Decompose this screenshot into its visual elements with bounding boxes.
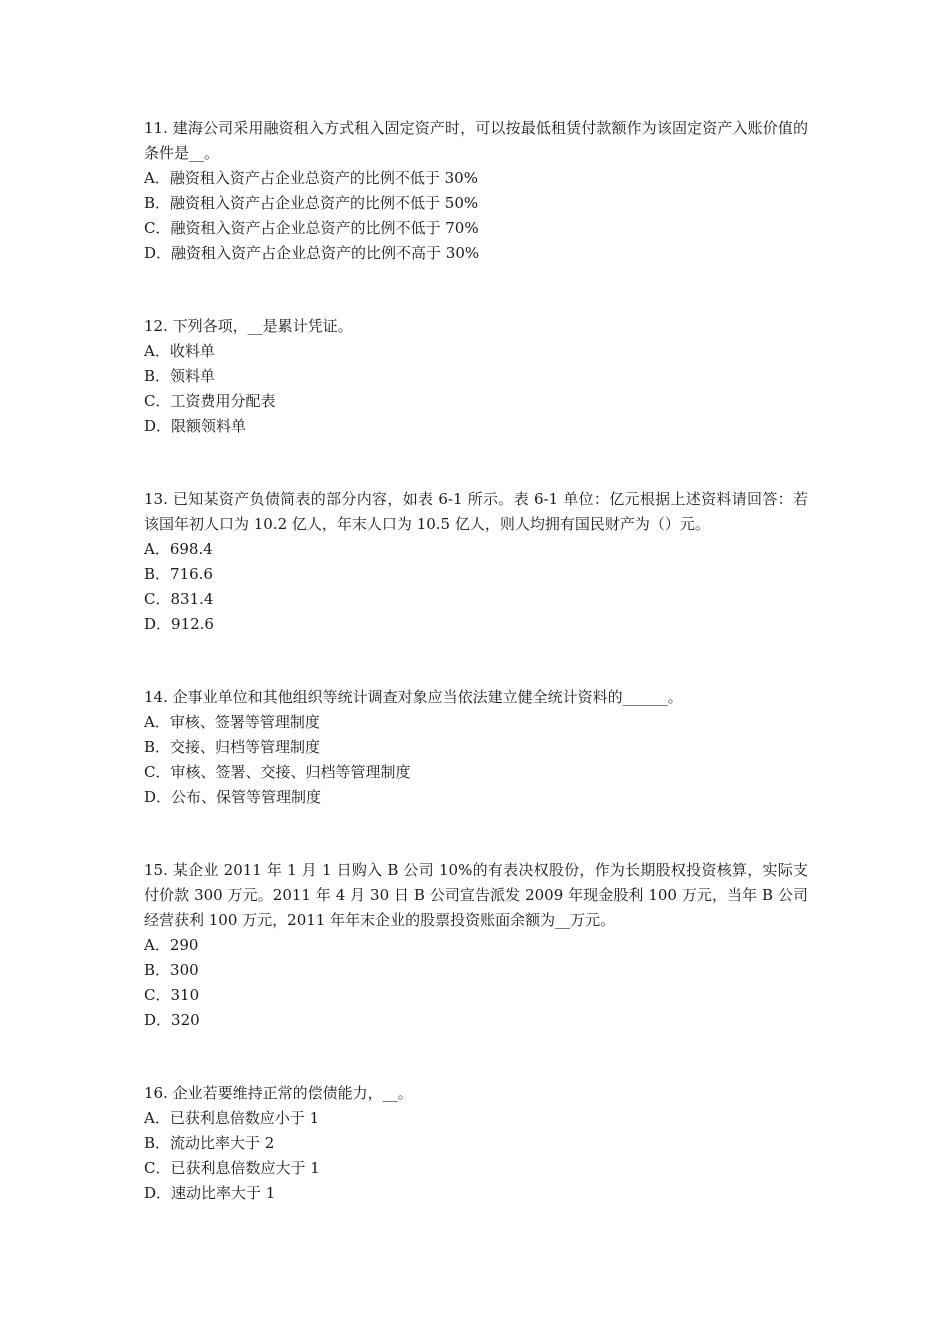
option-d: D．公布、保管等管理制度: [144, 788, 322, 806]
option-d: D．限额领料单: [144, 417, 247, 435]
question-12: [144, 314, 808, 439]
option-c: C．已获利息倍数应大于 1: [144, 1159, 320, 1177]
question-14: [144, 685, 808, 810]
option-a: A．融资租入资产占企业总资产的比例不低于 30%: [144, 169, 478, 187]
option-a: A．审核、签署等管理制度: [144, 713, 320, 731]
option-c: C．工资费用分配表: [144, 392, 276, 410]
option-a: A．已获利息倍数应小于 1: [144, 1109, 320, 1127]
option-c: C．审核、签署、交接、归档等管理制度: [144, 763, 411, 781]
option-b: B．领料单: [144, 367, 216, 385]
option-d: D．融资租入资产占企业总资产的比例不高于 30%: [144, 244, 480, 262]
question-stem: 16. 企业若要维持正常的偿债能力，__。: [144, 1084, 413, 1102]
option-d: D．912.6: [144, 615, 214, 633]
question-15: [144, 858, 808, 1033]
option-a: A．收料单: [144, 342, 215, 360]
option-c: C．831.4: [144, 590, 214, 608]
option-b: B．716.6: [144, 565, 213, 583]
option-a: A．698.4: [144, 540, 213, 558]
option-b: B．300: [144, 961, 199, 979]
question-stem: 14. 企事业单位和其他组织等统计调查对象应当依法建立健全统计资料的______。: [144, 688, 683, 706]
question-11: [144, 116, 808, 266]
option-b: B．交接、归档等管理制度: [144, 738, 321, 756]
question-stem: 12. 下列各项，__是累计凭证。: [144, 317, 353, 335]
option-b: B．流动比率大于 2: [144, 1134, 275, 1152]
question-13: [144, 487, 808, 637]
question-stem: 11. 建海公司采用融资租入方式租入固定资产时，可以按最低租赁付款额作为该固定资产入账价值的条件是__。: [144, 119, 808, 162]
option-c: C．融资租入资产占企业总资产的比例不低于 70%: [144, 219, 479, 237]
option-d: D．320: [144, 1011, 200, 1029]
option-d: D．速动比率大于 1: [144, 1184, 276, 1202]
question-16: [144, 1081, 808, 1206]
option-b: B．融资租入资产占企业总资产的比例不低于 50%: [144, 194, 479, 212]
option-c: C．310: [144, 986, 200, 1004]
document-page: [144, 116, 808, 1206]
question-stem: 15. 某企业 2011 年 1 月 1 日购入 B 公司 10%的有表决权股份，作为长期股权投资核算，实际支付价款 300 万元。2011 年 4 月 30 日 B 公司宣告派发 2009 年现金股利 100 万元，当年 B 公司经营获利 100 万元，2011 年年末企业的股票投资账面余额为__万元。: [144, 861, 808, 929]
option-a: A．290: [144, 936, 199, 954]
question-stem: 13. 已知某资产负债简表的部分内容，如表 6-1 所示。表 6-1 单位：亿元根据上述资料请回答：若该国年初人口为 10.2 亿人，年末人口为 10.5 亿人，则人均拥有国民财产为（）元。: [144, 490, 808, 533]
